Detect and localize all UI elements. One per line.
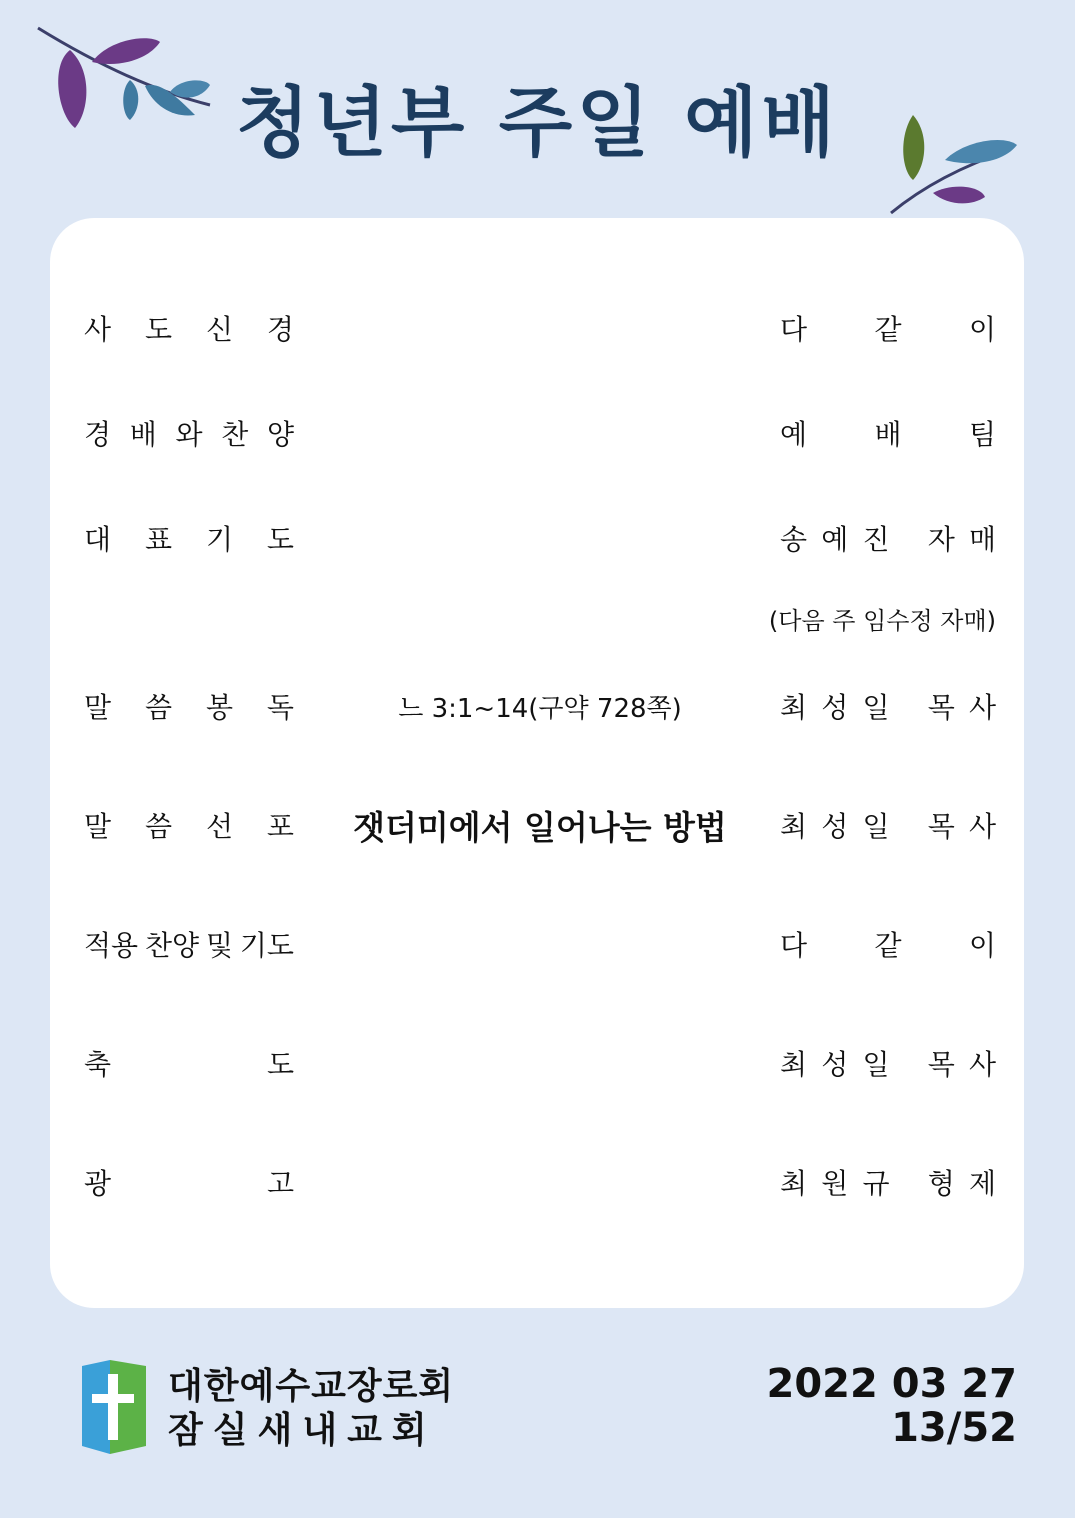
item-leader-char: 형 <box>927 1167 955 1200</box>
item-label-char: 적용 <box>84 929 139 962</box>
item-leader-char: 최 <box>780 1048 808 1081</box>
item-label-char: 찬양 <box>144 929 200 962</box>
item-leader-char: 다 <box>780 929 808 962</box>
church-name <box>168 1365 454 1453</box>
item-leader <box>780 403 996 463</box>
item-leader-char: 목 <box>927 691 955 724</box>
item-leader-char: 팀 <box>968 418 996 451</box>
item-leader-char: 다 <box>780 313 808 346</box>
item-leader-char: 예 <box>780 418 808 451</box>
item-label-char: 배 <box>129 418 157 451</box>
item-leader-char: 매 <box>968 523 996 556</box>
worship-order-row <box>50 676 1024 736</box>
item-label-char: 경 <box>266 313 294 346</box>
item-label-char: 독 <box>266 691 294 724</box>
item-leader-char: 같 <box>874 929 902 962</box>
item-leader-char: 자 <box>927 523 955 556</box>
item-label-char: 광 <box>84 1167 112 1200</box>
item-leader-char: 최 <box>780 1167 808 1200</box>
item-label <box>84 795 294 855</box>
item-leader-char: 제 <box>968 1167 996 1200</box>
item-detail <box>330 1033 750 1093</box>
item-label-char: 말 <box>84 691 112 724</box>
worship-order-row <box>50 914 1024 974</box>
worship-order-row <box>50 1033 1024 1093</box>
item-label-char: 봉 <box>205 691 233 724</box>
date-block <box>766 1362 1017 1450</box>
item-label-char: 및 <box>205 929 233 962</box>
item-label-char: 기 <box>205 523 233 556</box>
church-name-line1: 대한예수교장로회 <box>168 1366 455 1407</box>
item-label-char: 축 <box>84 1048 112 1081</box>
worship-order-row <box>50 588 1024 648</box>
item-label-char: 표 <box>144 523 173 556</box>
item-leader-char: 성 <box>821 810 849 843</box>
item-label-char: 양 <box>266 418 294 451</box>
item-detail <box>330 1152 750 1212</box>
item-label-char: 와 <box>175 418 203 451</box>
item-leader <box>780 676 996 736</box>
item-label-char: 말 <box>84 810 112 843</box>
item-leader-char: 같 <box>874 313 902 346</box>
item-label-char: 도 <box>144 313 173 346</box>
item-leader-char: 사 <box>968 691 996 724</box>
item-label <box>84 403 294 463</box>
item-label <box>84 676 294 736</box>
item-leader-char: 일 <box>862 691 890 724</box>
item-leader-char: 목 <box>927 810 955 843</box>
item-leader-char: 송 <box>780 523 808 556</box>
item-leader-char: 일 <box>862 1048 890 1081</box>
sermon-title: 잿더미에서 일어나는 방법 <box>353 807 727 847</box>
item-label-char: 도 <box>266 1048 294 1081</box>
item-leader-char: 진 <box>862 523 890 556</box>
item-label <box>84 1033 294 1093</box>
item-label-char: 기도 <box>239 929 294 962</box>
item-leader-char: 목 <box>927 1048 955 1081</box>
item-leader-char: 이 <box>968 929 996 962</box>
item-label-char: 찬 <box>221 418 249 451</box>
item-label-char: 대 <box>84 523 112 556</box>
item-label <box>84 508 294 568</box>
item-leader-char: 이 <box>968 313 996 346</box>
item-label-char: 씀 <box>144 810 173 843</box>
item-label-char: 포 <box>266 810 294 843</box>
item-leader <box>780 1152 996 1212</box>
week-number: 13/52 <box>891 1405 1017 1451</box>
worship-order-row <box>50 795 1024 855</box>
item-label <box>84 1152 294 1212</box>
item-leader <box>780 298 996 358</box>
item-leader <box>780 914 996 974</box>
service-date: 2022 03 27 <box>766 1361 1017 1407</box>
item-detail: 느 3:1~14(구약 728쪽) <box>398 693 682 724</box>
item-leader-char: 원 <box>821 1167 849 1200</box>
order-of-worship-card <box>50 218 1024 1308</box>
item-leader-char: 사 <box>968 1048 996 1081</box>
item-label <box>84 298 294 358</box>
item-label-char: 경 <box>84 418 112 451</box>
item-label-char: 도 <box>266 523 294 556</box>
worship-order-row <box>50 403 1024 463</box>
next-week-note: (다음 주 임수정 자매) <box>768 606 996 635</box>
item-label-char: 고 <box>266 1167 294 1200</box>
item-label-char: 선 <box>205 810 233 843</box>
item-label-char: 신 <box>205 313 233 346</box>
item-leader-char: 사 <box>968 810 996 843</box>
item-leader-char: 최 <box>780 810 808 843</box>
item-leader-char: 배 <box>874 418 902 451</box>
page-title: 청년부 주일 예배 <box>236 78 839 167</box>
item-leader-char: 일 <box>862 810 890 843</box>
item-leader <box>780 1033 996 1093</box>
item-detail <box>330 403 750 463</box>
item-leader <box>780 508 996 568</box>
item-leader-char: 예 <box>821 523 849 556</box>
worship-order-row <box>50 1152 1024 1212</box>
item-label <box>84 914 294 974</box>
worship-order-row <box>50 298 1024 358</box>
worship-order-row <box>50 508 1024 568</box>
item-leader-char: 성 <box>821 1048 849 1081</box>
church-cross-logo-icon <box>82 1360 148 1454</box>
item-detail <box>330 914 750 974</box>
item-detail <box>330 298 750 358</box>
item-leader <box>780 795 996 855</box>
item-leader-char: 규 <box>862 1167 890 1200</box>
church-name-line2: 잠실새내교회 <box>168 1410 437 1451</box>
item-leader-char: 최 <box>780 691 808 724</box>
item-label-char: 사 <box>84 313 112 346</box>
item-detail <box>330 508 750 568</box>
item-leader-char: 성 <box>821 691 849 724</box>
item-label-char: 씀 <box>144 691 173 724</box>
